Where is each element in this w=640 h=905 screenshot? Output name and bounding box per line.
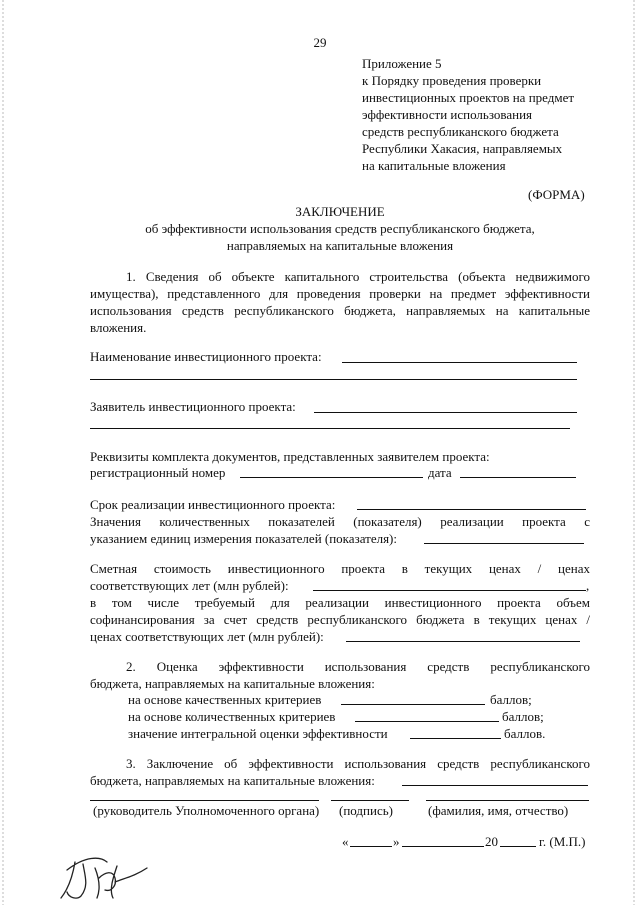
cost-label: соответствующих лет (млн рублей): [90,578,289,593]
cost-field[interactable] [313,590,586,591]
term-label: Срок реализации инвестиционного проекта: [90,497,336,512]
date-open-quote: « [342,834,349,849]
document-subtitle: об эффективности использования средств республиканского бюджета, [145,221,535,236]
project-name-label: Наименование инвестиционного проекта: [90,349,322,364]
date-field[interactable] [460,477,576,478]
date-day-field[interactable] [350,846,392,847]
date-close-quote: » [393,834,400,849]
section1-text: имущества), представленного для проведения проверки на предмет эффективности [90,286,590,301]
appendix-line: средств республиканского бюджета [362,124,559,139]
date-month-field[interactable] [402,846,484,847]
cofin-label: софинансирования за счет средств республиканского бюджета в текущих ценах / [90,612,590,627]
score-unit: баллов; [502,709,544,724]
document-subtitle: направляемых на капитальные вложения [226,238,454,253]
appendix-line: Приложение 5 [362,56,442,71]
score-unit: баллов. [504,726,546,741]
cost-comma: , [586,578,590,593]
project-name-field[interactable] [342,362,577,363]
appendix-line: эффективности использования [362,107,533,122]
cost-label: Сметная стоимость инвестиционного проекта в текущих ценах / ценах [90,561,590,576]
cofin-label: ценах соответствующих лет (млн рублей): [90,629,324,644]
score-integral-field[interactable] [410,738,501,739]
quant-label: указанием единиц измерения показателей (показателя): [90,531,397,546]
project-name-field-continued[interactable] [90,379,577,380]
appendix-line: инвестиционных проектов на предмет [362,90,575,105]
section2-text: бюджета, направляемых на капитальные вложения: [90,676,375,691]
scan-edge-right [633,0,635,905]
quant-field[interactable] [424,543,584,544]
section1-text: использования средств республиканского бюджета, направляемых на капитальные [90,303,590,318]
term-field[interactable] [357,509,586,510]
score-qualitative-field[interactable] [341,704,485,705]
score-quantitative-label: на основе количественных критериев [128,709,336,724]
reg-number-label: регистрационный номер [90,465,226,480]
head-caption: (руководитель Уполномоченного органа) [93,803,320,818]
conclusion-field[interactable] [402,785,588,786]
applicant-field[interactable] [314,412,577,413]
quant-label: Значения количественных показателей (показателя) реализации проекта с [90,514,590,529]
page-number: 29 [313,35,327,50]
applicant-field-continued[interactable] [90,428,570,429]
section1-text: 1. Сведения об объекте капитального строительства (объекта недвижимого [126,269,590,284]
signature-line[interactable] [331,800,409,801]
section3-text: бюджета, направляемых на капитальные вложения: [90,773,375,788]
head-signature-line[interactable] [90,800,319,801]
reg-number-field[interactable] [240,477,423,478]
applicant-label: Заявитель инвестиционного проекта: [90,399,296,414]
date-year-prefix: 20 [485,834,498,849]
document-title: ЗАКЛЮЧЕНИЕ [295,204,385,219]
cofin-label: в том числе требуемый для реализации инвестиционного проекта объем [90,595,590,610]
section2-text: 2. Оценка эффективности использования средств республиканского [126,659,590,674]
full-name-caption: (фамилия, имя, отчество) [428,803,569,818]
form-label: (ФОРМА) [528,187,585,202]
appendix-line: на капитальные вложения [362,158,506,173]
date-year-field[interactable] [500,846,536,847]
score-qualitative-label: на основе качественных критериев [128,692,322,707]
cofin-field[interactable] [346,641,580,642]
requisites-label: Реквизиты комплекта документов, представленных заявителем проекта: [90,449,490,464]
score-quantitative-field[interactable] [355,721,499,722]
handwritten-signature [55,848,155,903]
appendix-line: Республики Хакасия, направляемых [362,141,563,156]
appendix-line: к Порядку проведения проверки [362,73,542,88]
score-integral-label: значение интегральной оценки эффективности [128,726,388,741]
section1-text: вложения. [90,320,147,335]
full-name-line[interactable] [426,800,589,801]
section3-text: 3. Заключение об эффективности использования средств республиканского [126,756,590,771]
signature-caption: (подпись) [339,803,393,818]
date-label: дата [428,465,452,480]
scan-edge-left [2,0,4,905]
date-year-suffix: г. (М.П.) [539,834,586,849]
score-unit: баллов; [490,692,532,707]
